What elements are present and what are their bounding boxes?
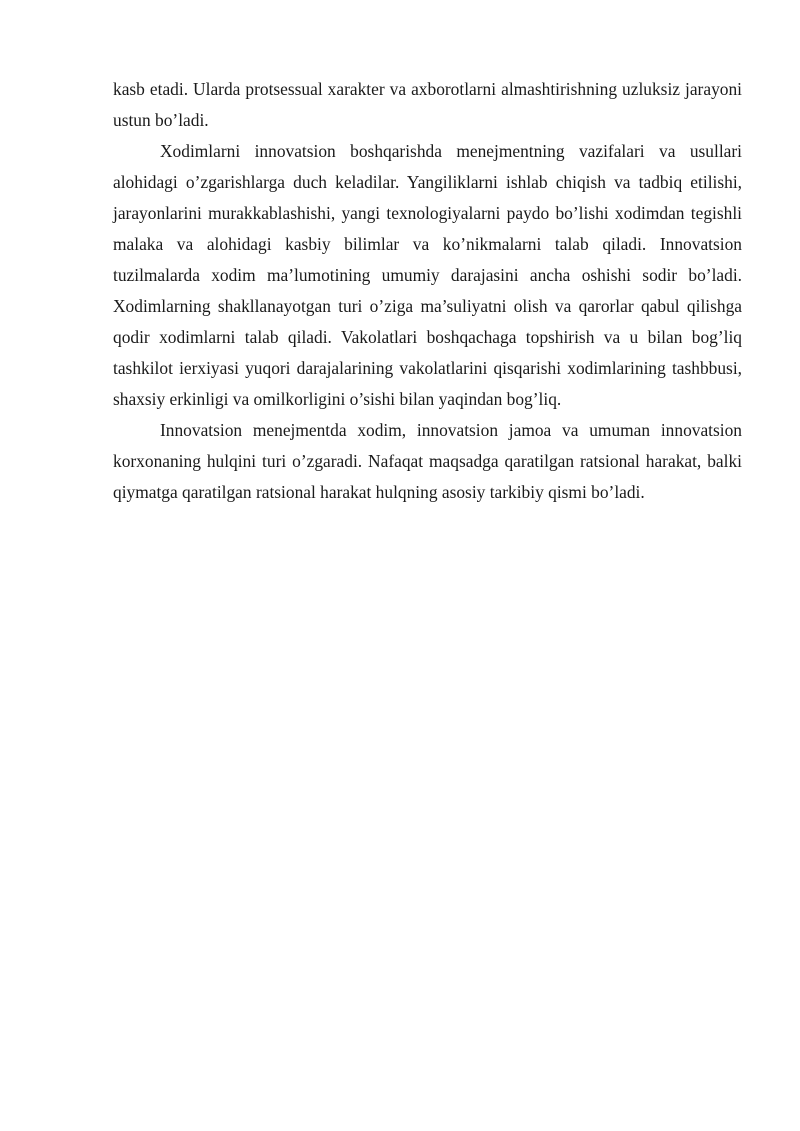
document-body xyxy=(113,74,742,508)
paragraph-continuation: kasb etadi. Ularda protsessual xarakter va axborotlarni almashtirishning uzluksiz jarayoni ustun bo’ladi. xyxy=(113,79,742,130)
paragraph-staff-management: Xodimlarni innovatsion boshqarishda menejmentning vazifalari va usullari alohidagi o’zgarishlarga duch keladilar. Yangiliklarni ishlab chiqish va tadbiq etilishi, jarayonlarini murakkablashishi, yangi texnologiyalarni paydo bo’lishi xodimdan tegishli malaka va alohidagi kasbiy bilimlar va ko’nikmalarni talab qiladi. Innovatsion tuzilmalarda xodim ma’lumotining umumiy darajasini ancha oshishi sodir bo’ladi. Xodimlarning shakllanayotgan turi o’ziga ma’suliyatni olish va qarorlar qabul qilishga qodir xodimlarni talab qiladi. Vakolatlari boshqachaga topshirish va u bilan bog’liq tashkilot ierxiyasi yuqori darajalarining vakolatlarini qisqarishi xodimlarining tashbbusi, shaxsiy erkinligi va omilkorligini o’sishi bilan yaqindan bog’liq. xyxy=(113,141,742,409)
paragraph-innovative-behavior: Innovatsion menejmentda xodim, innovatsion jamoa va umuman innovatsion korxonaning hulqini turi o’zgaradi. Nafaqat maqsadga qaratilgan ratsional harakat, balki qiymatga qaratilgan ratsional harakat hulqning asosiy tarkibiy qismi bo’ladi. xyxy=(113,420,742,502)
